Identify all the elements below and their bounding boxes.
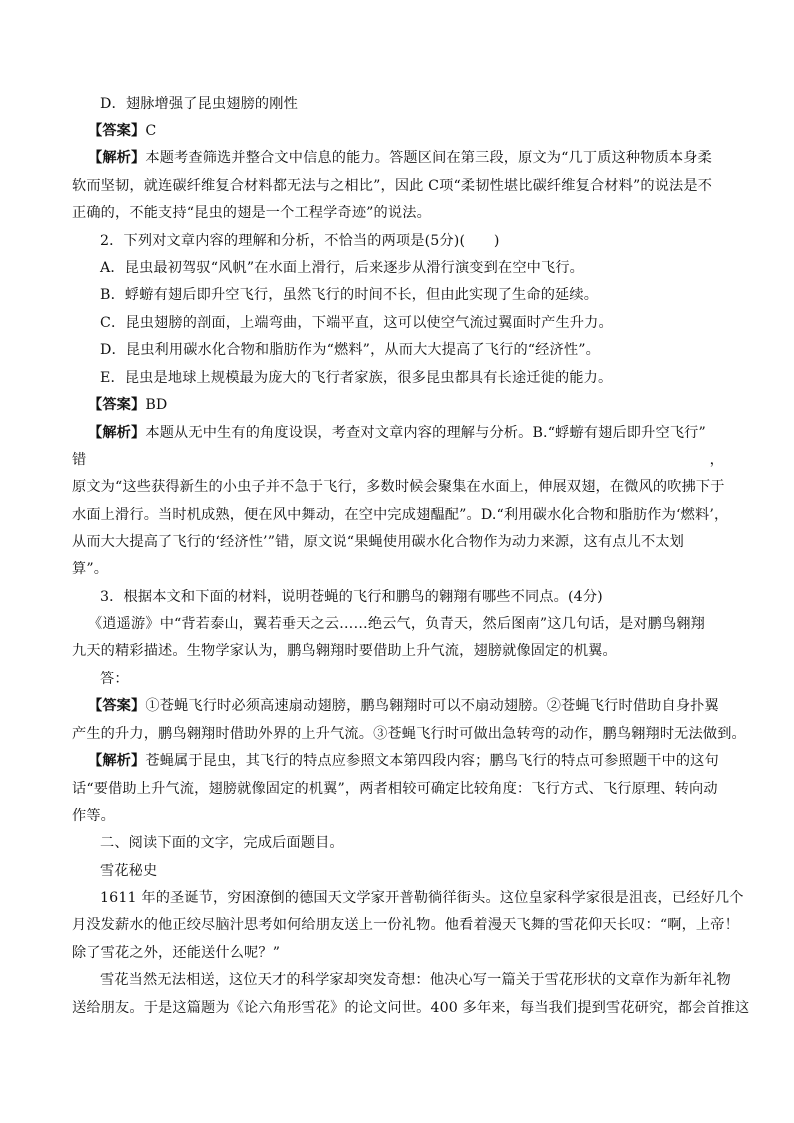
q2-analysis-line-2 — [72, 450, 724, 470]
q3-analysis-line-2: 话“要借助上升气流，翅膀就像固定的机翼”，两者相较可确定比较角度：飞行方式、飞行原理、转向动 — [72, 781, 718, 797]
analysis-label: 【解析】 — [88, 425, 146, 441]
q3-material-line-1: 《逍遥游》中“背若泰山，翼若垂天之云……绝云气，负青天，然后图南”这几句话，是对鹏鸟翱翔 — [88, 616, 705, 632]
q2-option-e: E．昆虫是地球上规模最为庞大的飞行者家族，很多昆虫都具有长途迁徙的能力。 — [100, 370, 613, 386]
q2-question: 2．下列对文章内容的理解和分析，不恰当的两项是(5分)( ) — [100, 233, 500, 249]
article-p1-line-3: 除了雪花之外，还能送什么呢？” — [72, 945, 281, 961]
analysis-word: 错 — [72, 452, 87, 468]
q2-option-d: D．昆虫利用碳水化合物和脂肪作为“燃料”，从而大大提高了飞行的“经济性”。 — [100, 342, 600, 358]
answer-label: 【答案】 — [88, 397, 146, 413]
q1-analysis-line-3: 正确的，不能支持“昆虫的翅是一个工程学奇迹”的说法。 — [72, 205, 431, 221]
q2-answer — [88, 395, 740, 415]
article-title: 雪花秘史 — [100, 863, 158, 879]
q3-answer-line-1 — [88, 696, 740, 716]
q2-analysis-line-6: 算”。 — [72, 561, 109, 577]
q3-answer-prompt: 答： — [100, 671, 129, 687]
q2-analysis-line-1 — [88, 423, 740, 443]
answer-label: 【答案】 — [88, 698, 146, 714]
q3-question: 3．根据本文和下面的材料，说明苍蝇的飞行和鹏鸟的翱翔有哪些不同点。(4分) — [100, 589, 603, 605]
analysis-label: 【解析】 — [88, 753, 146, 769]
article-p2-line-1: 雪花当然无法相送，这位天才的科学家却突发奇想：他决心写一篇关于雪花形状的文章作为新年礼物 — [100, 972, 731, 988]
q2-analysis-line-3: 原文为“这些获得新生的小虫子并不急于飞行，多数时候会聚集在水面上，伸展双翅，在微风的吹拂下于 — [72, 479, 725, 495]
q1-option-d: D．翅脉增强了昆虫翅膀的刚性 — [100, 96, 298, 112]
analysis-text: 本题从无中生有的角度设误，考查对文章内容的理解与分析。B.“蜉蝣有翅后即升空飞行” — [145, 425, 706, 441]
q2-option-b: B．蜉蝣有翅后即升空飞行，虽然飞行的时间不长，但由此实现了生命的延续。 — [100, 287, 599, 303]
answer-value: C — [145, 123, 157, 139]
q3-material-line-2: 九天的精彩描述。生物学家认为，鹏鸟翱翔时要借助上升气流，翅膀就像固定的机翼。 — [72, 643, 617, 659]
section-heading: 二、阅读下面的文字，完成后面题目。 — [100, 835, 344, 851]
q3-answer-line-2: 产生的升力，鹏鸟翱翔时借助外界的上升气流。③苍蝇飞行时可做出急转弯的动作，鹏鸟翱翔时无法做到。 — [72, 726, 746, 742]
article-p1-line-1: 1611 年的圣诞节，穷困潦倒的德国天文学家开普勒徜徉街头。这位皇家科学家很是沮丧，已经好几个 — [100, 890, 744, 906]
article-p2-line-2: 送给朋友。于是这篇题为《论六角形雪花》的论文问世。400 多年来，每当我们提到雪花研究，都会首推这 — [72, 1000, 750, 1016]
analysis-text: 苍蝇属于昆虫，其飞行的特点应参照文本第四段内容；鹏鸟飞行的特点可参照题干中的这句 — [145, 753, 719, 769]
q2-option-a: A．昆虫最初驾驭“风帆”在水面上滑行，后来逐步从滑行演变到在空中飞行。 — [100, 260, 585, 276]
q1-analysis-line-2: 软而坚韧，就连碳纤维复合材料都无法与之相比”，因此 C项“柔韧性堪比碳纤维复合材料”的说法是不 — [72, 178, 713, 194]
analysis-label: 【解析】 — [88, 150, 146, 166]
q3-analysis-line-3: 作等。 — [72, 808, 116, 824]
article-p1-line-2: 月没发薪水的他正绞尽脑汁思考如何给朋友送上一份礼物。他看着漫天飞舞的雪花仰天长叹：“啊，上帝！ — [72, 917, 739, 933]
q2-option-c: C．昆虫翅膀的剖面，上端弯曲，下端平直，这可以使空气流过翼面时产生升力。 — [100, 315, 613, 331]
q3-analysis-line-1 — [88, 751, 740, 771]
answer-value: BD — [145, 397, 168, 413]
q1-analysis-line-1 — [88, 148, 740, 168]
q2-analysis-line-4: 水面上滑行。当时机成熟，便在风中舞动，在空中完成翅醖配”。D.“利用碳水化合物和脂肪作为‘燃料’， — [72, 507, 729, 523]
analysis-text: 本题考查筛选并整合文中信息的能力。答题区间在第三段，原文为“几丁质这种物质本身柔 — [145, 150, 712, 166]
analysis-comma: ， — [709, 452, 724, 468]
answer-text: ①苍蝇飞行时必须高速扇动翅膀，鹏鸟翱翔时可以不扇动翅膀。②苍蝇飞行时借助自身扑翼 — [145, 698, 719, 714]
answer-label: 【答案】 — [88, 123, 146, 139]
q1-answer — [88, 121, 740, 141]
q2-analysis-line-5: 从而大大提高了飞行的‘经济性’”错，原文说“果蝇使用碳水化合物作为动力来源，这有点儿不太划 — [72, 534, 684, 550]
